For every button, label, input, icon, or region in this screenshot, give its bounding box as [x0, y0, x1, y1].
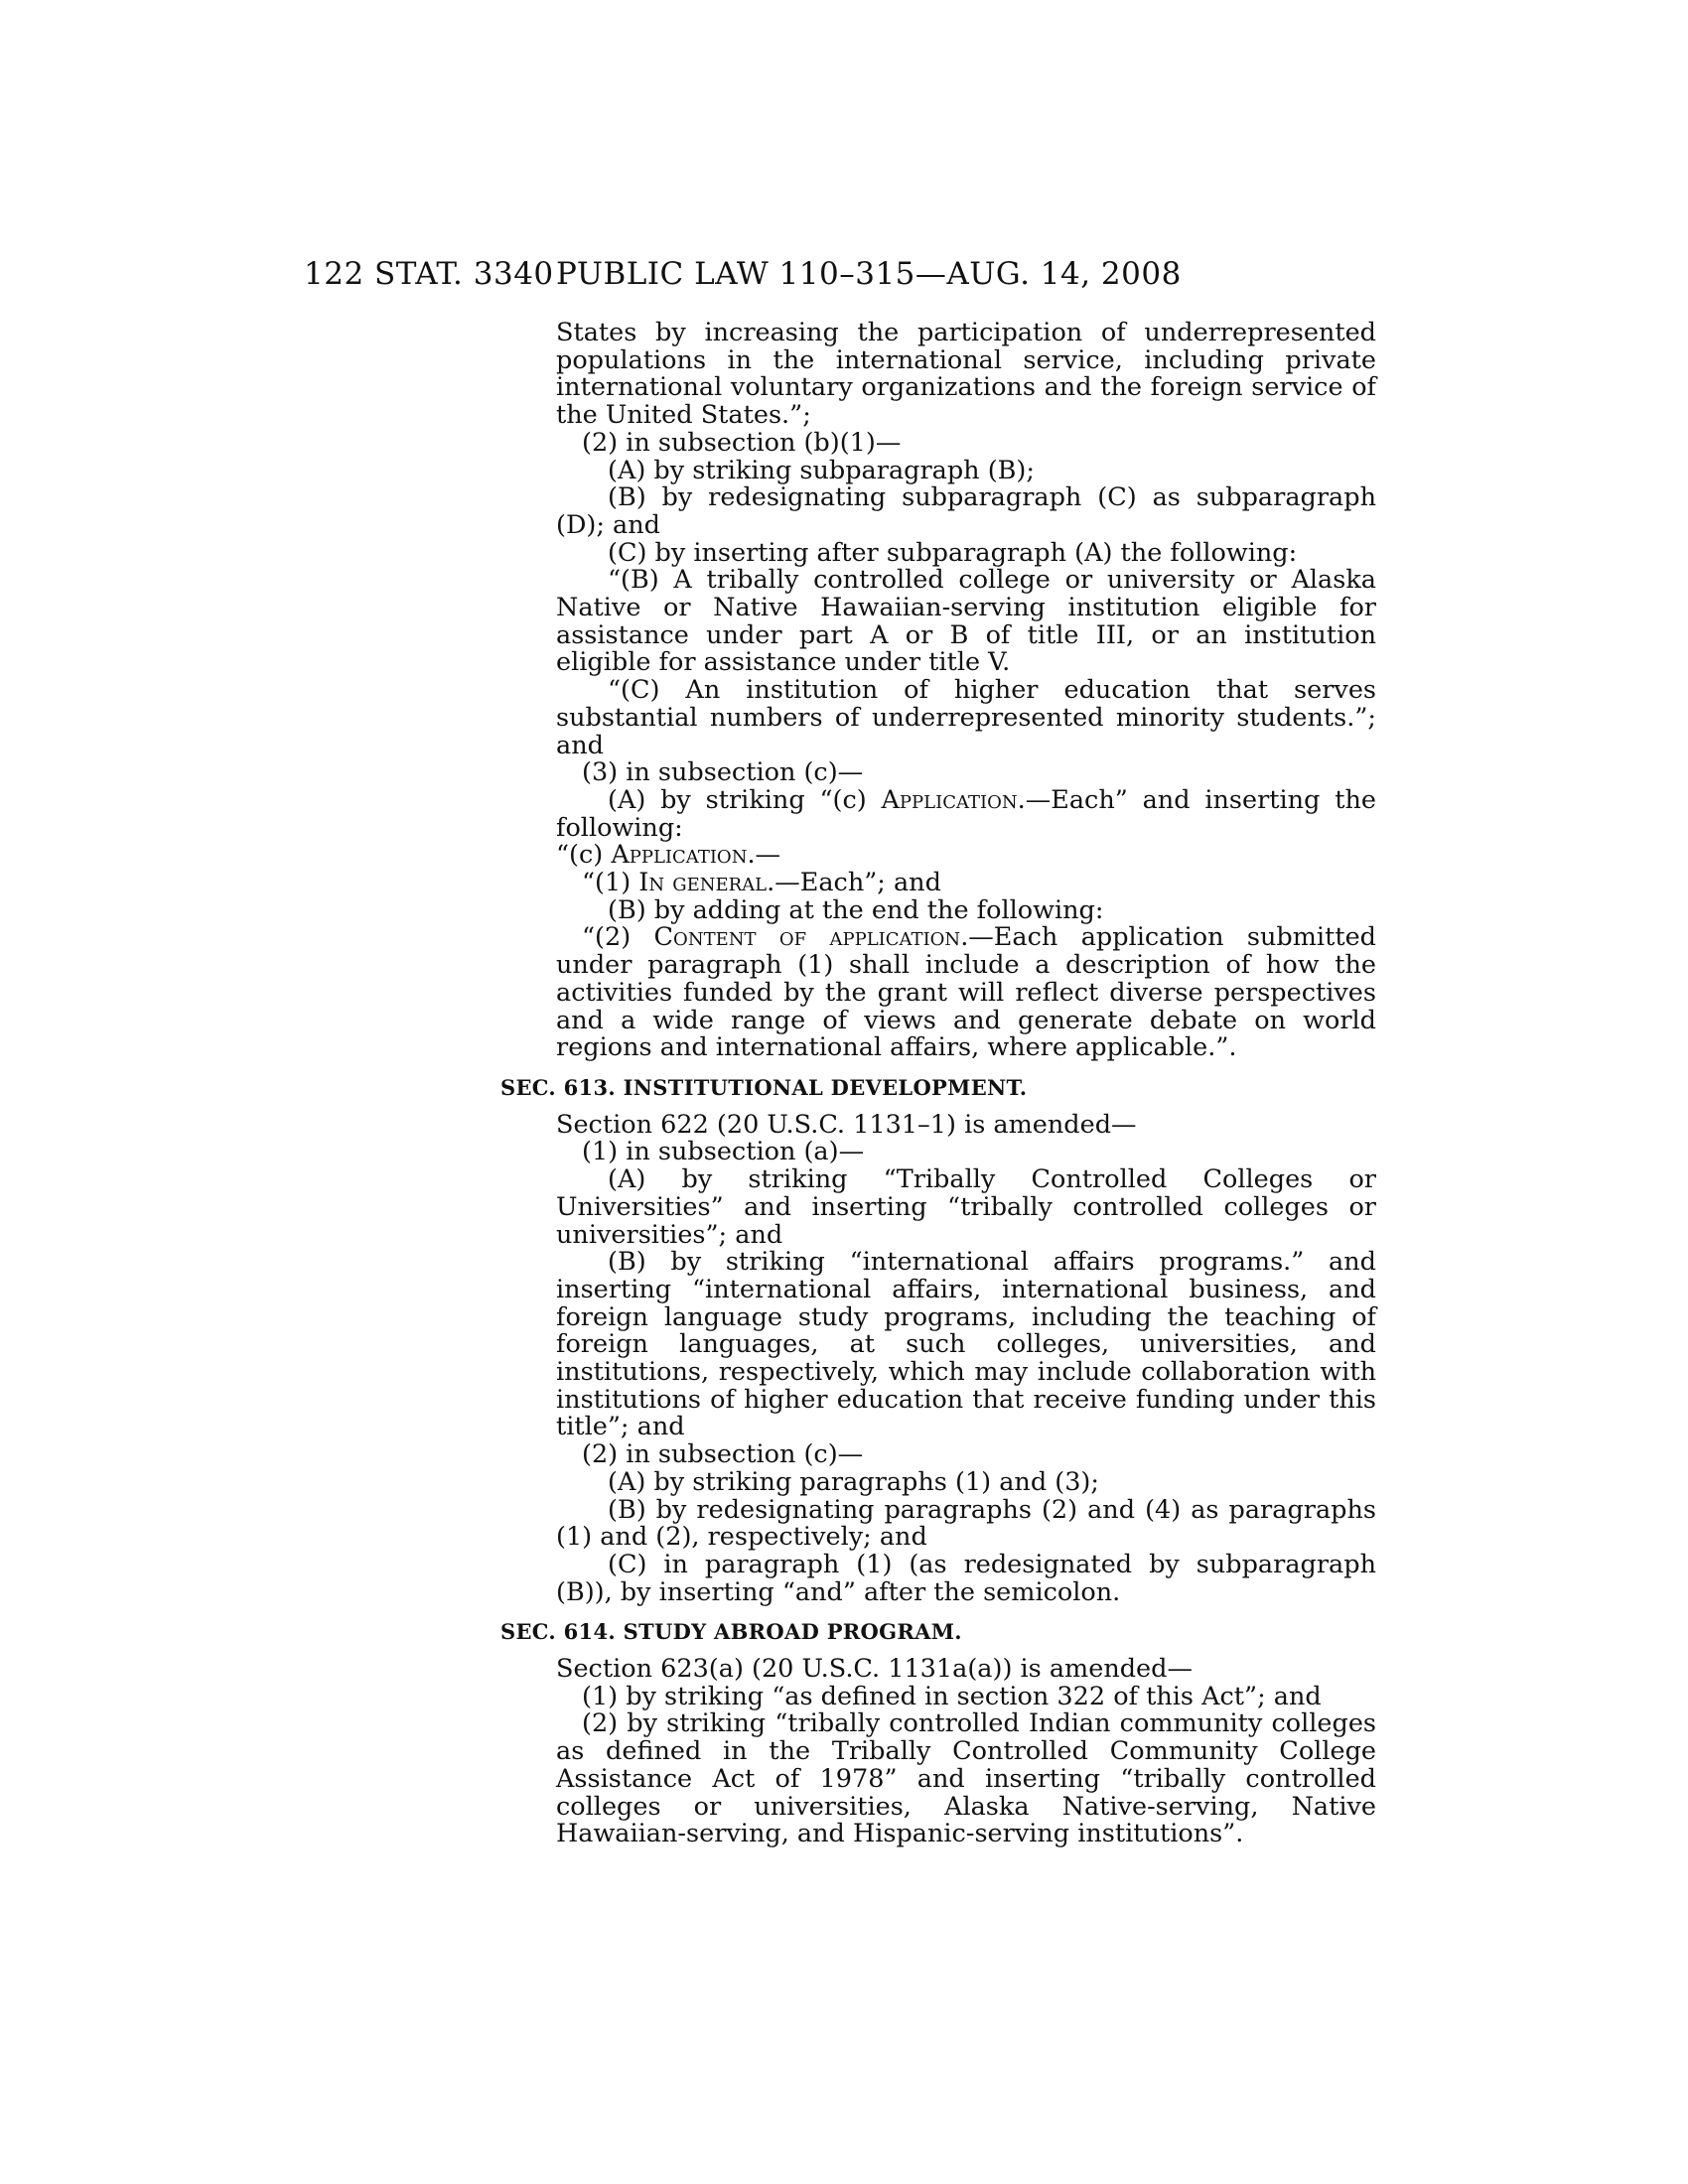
paragraph	[556, 842, 1376, 870]
paragraph	[556, 870, 1376, 897]
small-caps-text: Content of application	[653, 922, 961, 953]
paragraph	[556, 784, 1376, 843]
paragraph: (B) by redesignating subparagraph (C) as subparagraph (D); and	[556, 482, 1376, 540]
paragraph: (3) in subsection (c)—	[582, 757, 864, 788]
paragraph: (C) in paragraph (1) (as redesignated by subparagraph (B)), by inserting “and” after the semicolon.	[556, 1549, 1376, 1607]
text: “(1)	[582, 868, 639, 898]
paragraph: (2) in subsection (b)(1)—	[582, 427, 902, 458]
paragraph: (A) by striking “Tribally Controlled Colleges or Universities” and inserting “tribally controlled colleges or universities”; and	[556, 1164, 1376, 1250]
small-caps-text: Application	[611, 840, 748, 871]
paragraph: (2) in subsection (c)—	[582, 1439, 864, 1470]
small-caps-text: In general	[638, 868, 768, 898]
paragraph: (B) by redesignating paragraphs (2) and (4) as paragraphs (1) and (2), respectively; and	[556, 1494, 1376, 1553]
paragraph: (A) by striking subparagraph (B);	[608, 455, 1035, 485]
paragraph: (C) by inserting after subparagraph (A) the following:	[608, 537, 1298, 568]
small-caps-text: Application	[881, 784, 1018, 815]
section-heading-613: SEC. 613. INSTITUTIONAL DEVELOPMENT.	[500, 1074, 1028, 1100]
section-heading-614: SEC. 614. STUDY ABROAD PROGRAM.	[500, 1619, 962, 1645]
running-title: PUBLIC LAW 110–315—AUG. 14, 2008	[556, 256, 1182, 292]
quoted-paragraph: “(B) A tribally controlled college or university or Alaska Native or Native Hawaiian-serving institution eligible for assistance under part A or B of title III, or an institution eligible for assistance under title V.	[556, 565, 1376, 678]
paragraph: (A) by striking paragraphs (1) and (3);	[608, 1466, 1099, 1497]
paragraph: (B) by striking “international affairs programs.” and inserting “international affairs, international business, and foreign language study programs, including the teaching of foreign languages, at such colleges, universities, and institutions, respectively, which may include collaboration with institutions of higher education that receive funding under this title”; and	[556, 1247, 1376, 1442]
text: .—Each”; and	[767, 868, 941, 898]
document-body	[500, 318, 1376, 1849]
paragraph: (1) in subsection (a)—	[582, 1137, 865, 1167]
paragraph	[556, 924, 1376, 1062]
paragraph: (B) by adding at the end the following:	[608, 894, 1104, 925]
paragraph: States by increasing the participation of underrepresented populations in the international service, including private international voluntary organizations and the foreign service of the United States.”;	[556, 318, 1376, 431]
page-header	[0, 256, 1688, 296]
text: (A) by striking “(c)	[608, 784, 882, 815]
text: “(c)	[556, 840, 612, 871]
quoted-paragraph: “(C) An institution of higher education that serves substantial numbers of underrepresented minority students.”; and	[556, 675, 1376, 760]
text: .—	[747, 840, 781, 871]
text: .—Each application submitted under paragraph (1) shall include a description of how the activities funded by the grant will reflect diverse perspectives and a wide range of views and generate debate on world regions and international affairs, where applicable.”.	[556, 922, 1376, 1063]
paragraph: Section 623(a) (20 U.S.C. 1131a(a)) is amended—	[556, 1654, 1193, 1685]
paragraph: Section 622 (20 U.S.C. 1131–1) is amended—	[556, 1109, 1137, 1140]
text: .—Each” and inserting the following:	[556, 784, 1376, 843]
paragraph: (2) by striking “tribally controlled Indian community colleges as defined in the Tribally Controlled Community College Assistance Act of 1978” and inserting “tribally controlled colleges or universities, Alaska Native-serving, Native Hawaiian-serving, and Hispanic-serving institutions”.	[556, 1708, 1376, 1849]
paragraph: (1) by striking “as defined in section 322 of this Act”; and	[582, 1681, 1322, 1711]
stat-page-number: 122 STAT. 3340	[304, 256, 554, 292]
text: “(2)	[582, 922, 654, 953]
